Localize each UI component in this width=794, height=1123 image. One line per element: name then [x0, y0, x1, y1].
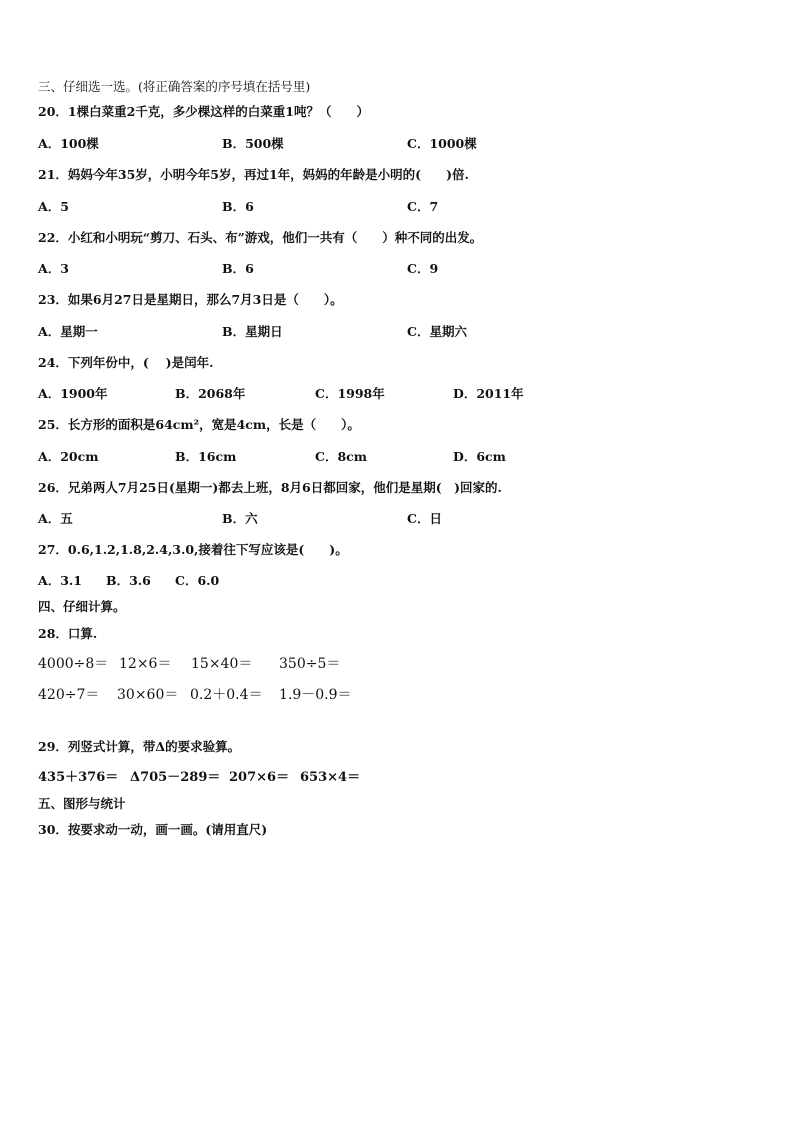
question-27-option-a: A．3.1	[38, 573, 82, 588]
question-26-stem: 26．兄弟两人7月25日(星期一)都去上班，8月6日都回家，他们是星期( )回家的.	[38, 480, 502, 495]
question-21-stem: 21．妈妈今年35岁，小明今年5岁，再过1年，妈妈的年龄是小明的( )倍.	[38, 167, 469, 182]
oral-calc-item: 1.9－0.9＝	[279, 687, 352, 703]
question-28-stem: 28．口算.	[38, 626, 98, 641]
question-24-stem: 24．下列年份中，( )是闰年.	[38, 355, 214, 370]
question-21-option-b: B．6	[222, 199, 254, 214]
oral-calc-item: 4000÷8＝	[38, 656, 109, 672]
question-25-option-b: B．16cm	[175, 449, 237, 464]
vertical-calc-item: 435＋376＝	[38, 770, 119, 785]
question-23-option-a: A．星期一	[38, 324, 98, 339]
oral-calc-item: 30×60＝	[117, 687, 179, 703]
question-25-stem: 25．长方形的面积是64cm²，宽是4cm，长是（ ）。	[38, 417, 360, 432]
question-25-option-a: A．20cm	[38, 449, 99, 464]
question-24-option-c: C．1998年	[315, 386, 385, 401]
section-5-title: 五、图形与统计	[38, 796, 126, 811]
section-4-title: 四、仔细计算。	[38, 599, 126, 614]
oral-calc-item: 12×6＝	[119, 656, 172, 672]
question-25-option-d: D．6cm	[453, 449, 506, 464]
question-27-option-b: B．3.6	[106, 573, 151, 588]
question-24-option-b: B．2068年	[175, 386, 246, 401]
vertical-calc-item: 653×4＝	[300, 770, 361, 785]
question-22-option-b: B．6	[222, 261, 254, 276]
question-26-option-a: A．五	[38, 511, 73, 526]
question-20-stem: 20．1棵白菜重2千克，多少棵这样的白菜重1吨？（ ）	[38, 104, 369, 119]
question-24-option-a: A．1900年	[38, 386, 108, 401]
oral-calc-item: 0.2＋0.4＝	[190, 687, 263, 703]
oral-calc-item: 420÷7＝	[38, 687, 100, 703]
question-26-option-b: B．六	[222, 511, 258, 526]
question-22-stem: 22．小红和小明玩“剪刀、石头、布”游戏，他们一共有（ ）种不同的出发。	[38, 230, 483, 245]
question-24-option-d: D．2011年	[453, 386, 524, 401]
question-22-option-c: C．9	[407, 261, 439, 276]
question-20-option-c: C．1000棵	[407, 136, 477, 151]
vertical-calc-item: 207×6＝	[229, 770, 290, 785]
question-23-option-c: C．星期六	[407, 324, 467, 339]
question-22-option-a: A．3	[38, 261, 69, 276]
question-25-option-c: C．8cm	[315, 449, 367, 464]
oral-calc-item: 350÷5＝	[279, 656, 341, 672]
question-27-stem: 27．0.6,1.2,1.8,2.4,3.0,接着往下写应该是( )。	[38, 542, 348, 557]
question-29-stem: 29．列竖式计算，带Δ的要求验算。	[38, 739, 241, 754]
oral-calc-item: 15×40＝	[191, 656, 253, 672]
question-21-option-a: A．5	[38, 199, 69, 214]
section-3-title: 三、仔细选一选。(将正确答案的序号填在括号里)	[38, 79, 311, 94]
vertical-calc-item: Δ705－289＝	[130, 770, 221, 785]
question-21-option-c: C．7	[407, 199, 439, 214]
question-23-stem: 23．如果6月27日是星期日，那么7月3日是（ ）。	[38, 292, 343, 307]
question-30-stem: 30．按要求动一动，画一画。(请用直尺)	[38, 822, 268, 837]
question-23-option-b: B．星期日	[222, 324, 283, 339]
question-20-option-b: B．500棵	[222, 136, 284, 151]
question-26-option-c: C．日	[407, 511, 442, 526]
question-27-option-c: C．6.0	[175, 573, 220, 588]
question-20-option-a: A．100棵	[38, 136, 99, 151]
